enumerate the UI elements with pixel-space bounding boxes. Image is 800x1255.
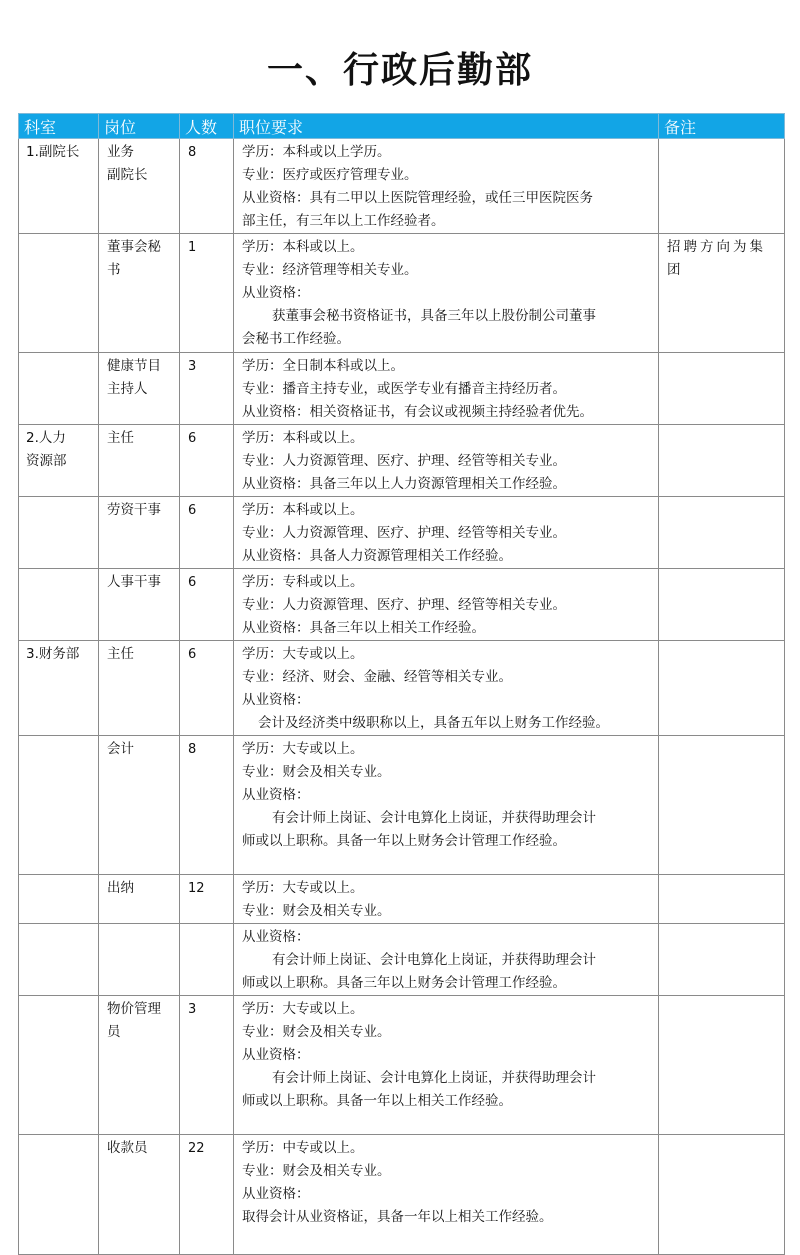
requirements-cell — [234, 641, 659, 736]
count-cell: 3 — [180, 353, 234, 425]
requirement-line: 专业：医疗或医疗管理专业。 — [242, 167, 418, 183]
requirement-line: 专业：人力资源管理、医疗、护理、经管等相关专业。 — [242, 597, 566, 613]
requirement-line: 学历：中专或以上。 — [242, 1140, 364, 1156]
position-cell: 健康节目 主持人 — [99, 353, 180, 425]
requirement-line: 会计及经济类中级职称以上，具备五年以上财务工作经验。 — [258, 715, 609, 731]
requirements-cell — [234, 1135, 659, 1255]
count-cell: 6 — [180, 641, 234, 736]
requirement-line: 有会计师上岗证、会计电算化上岗证，并获得助理会计 — [272, 810, 596, 826]
table-row — [19, 569, 785, 641]
requirement-line: 师或以上职称。具备一年以上财务会计管理工作经验。 — [242, 833, 566, 849]
requirement-line: 学历：本科或以上。 — [242, 239, 364, 255]
requirement-line: 专业：财会及相关专业。 — [242, 1024, 391, 1040]
requirement-line: 从业资格： — [242, 692, 310, 708]
position-cell: 会计 — [99, 736, 180, 875]
requirement-line: 学历：本科或以上。 — [242, 502, 364, 518]
requirement-line: 专业：经济管理等相关专业。 — [242, 262, 418, 278]
requirement-line: 从业资格： — [242, 1047, 310, 1063]
requirement-line: 师或以上职称。具备一年以上相关工作经验。 — [242, 1093, 512, 1109]
count-cell: 12 — [180, 875, 234, 924]
requirements-cell — [234, 569, 659, 641]
requirement-line: 专业：经济、财会、金融、经管等相关专业。 — [242, 669, 512, 685]
count-cell: 6 — [180, 425, 234, 497]
department-cell — [19, 497, 99, 569]
position-cell — [99, 924, 180, 996]
note-cell — [659, 569, 785, 641]
table-row — [19, 234, 785, 353]
requirements-cell — [234, 875, 659, 924]
table-row — [19, 353, 785, 425]
requirement-line: 从业资格：具有二甲以上医院管理经验，或任三甲医院医务 — [242, 190, 593, 206]
note-cell — [659, 736, 785, 875]
position-cell: 董事会秘 书 — [99, 234, 180, 353]
table-header-row — [19, 114, 785, 139]
department-cell — [19, 234, 99, 353]
note-cell — [659, 497, 785, 569]
table-row — [19, 924, 785, 996]
position-cell: 主任 — [99, 425, 180, 497]
header-notes: 备注 — [659, 114, 785, 139]
requirement-line: 有会计师上岗证、会计电算化上岗证，并获得助理会计 — [272, 1070, 596, 1086]
requirements-cell — [234, 139, 659, 234]
requirement-line: 有会计师上岗证、会计电算化上岗证，并获得助理会计 — [272, 952, 596, 968]
requirement-line: 专业：人力资源管理、医疗、护理、经管等相关专业。 — [242, 525, 566, 541]
department-cell — [19, 924, 99, 996]
table-row — [19, 736, 785, 875]
requirement-line: 从业资格：具备三年以上人力资源管理相关工作经验。 — [242, 476, 566, 492]
table-row — [19, 996, 785, 1135]
note-cell — [659, 875, 785, 924]
position-cell: 收款员 — [99, 1135, 180, 1255]
position-cell: 劳资干事 — [99, 497, 180, 569]
requirement-line: 学历：大专或以上。 — [242, 646, 364, 662]
table-row — [19, 1135, 785, 1255]
note-cell — [659, 139, 785, 234]
requirement-line: 从业资格： — [242, 1186, 310, 1202]
department-cell: 1.副院长 — [19, 139, 99, 234]
note-cell — [659, 425, 785, 497]
count-cell — [180, 924, 234, 996]
note-cell — [659, 996, 785, 1135]
table-row — [19, 425, 785, 497]
position-cell: 主任 — [99, 641, 180, 736]
table-row — [19, 497, 785, 569]
count-cell: 6 — [180, 497, 234, 569]
requirement-line: 从业资格：相关资格证书，有会议或视频主持经验者优先。 — [242, 404, 593, 420]
department-cell: 3.财务部 — [19, 641, 99, 736]
note-cell — [659, 1135, 785, 1255]
requirement-line: 专业：财会及相关专业。 — [242, 903, 391, 919]
count-cell: 3 — [180, 996, 234, 1135]
requirements-cell — [234, 425, 659, 497]
department-cell — [19, 569, 99, 641]
note-cell — [659, 353, 785, 425]
table-row — [19, 139, 785, 234]
count-cell: 1 — [180, 234, 234, 353]
count-cell: 6 — [180, 569, 234, 641]
table-body — [19, 139, 785, 1255]
requirement-line: 从业资格：具备人力资源管理相关工作经验。 — [242, 548, 512, 564]
department-cell — [19, 996, 99, 1135]
header-requirements: 职位要求 — [234, 114, 659, 139]
requirement-line: 学历：本科或以上学历。 — [242, 144, 391, 160]
requirement-line: 学历：大专或以上。 — [242, 741, 364, 757]
position-cell: 人事干事 — [99, 569, 180, 641]
requirement-line: 专业：播音主持专业，或医学专业有播音主持经历者。 — [242, 381, 566, 397]
requirements-cell — [234, 736, 659, 875]
note-cell — [659, 924, 785, 996]
requirement-line: 学历：专科或以上。 — [242, 574, 364, 590]
requirement-line: 从业资格： — [242, 285, 310, 301]
table-row — [19, 875, 785, 924]
requirement-line: 专业：财会及相关专业。 — [242, 764, 391, 780]
position-cell: 业务 副院长 — [99, 139, 180, 234]
note-cell — [659, 641, 785, 736]
position-cell: 出纳 — [99, 875, 180, 924]
department-cell — [19, 353, 99, 425]
requirements-cell — [234, 353, 659, 425]
requirements-cell — [234, 996, 659, 1135]
table-row — [19, 641, 785, 736]
count-cell: 8 — [180, 736, 234, 875]
note-cell: 招聘方向为集 团 — [659, 234, 785, 353]
requirement-line: 师或以上职称。具备三年以上财务会计管理工作经验。 — [242, 975, 566, 991]
requirements-cell — [234, 924, 659, 996]
header-department: 科室 — [19, 114, 99, 139]
recruitment-table — [18, 113, 785, 1255]
requirement-line: 取得会计从业资格证，具备一年以上相关工作经验。 — [242, 1209, 553, 1225]
requirement-line: 部主任，有三年以上工作经验者。 — [242, 213, 445, 229]
department-cell: 2.人力 资源部 — [19, 425, 99, 497]
requirement-line: 获董事会秘书资格证书，具备三年以上股份制公司董事 — [272, 308, 596, 324]
department-cell — [19, 1135, 99, 1255]
requirement-line: 学历：大专或以上。 — [242, 880, 364, 896]
department-cell — [19, 736, 99, 875]
requirement-line: 会秘书工作经验。 — [242, 331, 350, 347]
department-cell — [19, 875, 99, 924]
page-title: 一、行政后勤部 — [266, 50, 533, 91]
requirement-line: 学历：本科或以上。 — [242, 430, 364, 446]
requirement-line: 从业资格： — [242, 929, 310, 945]
requirements-cell — [234, 497, 659, 569]
position-cell: 物价管理 员 — [99, 996, 180, 1135]
count-cell: 22 — [180, 1135, 234, 1255]
header-count: 人数 — [180, 114, 234, 139]
requirement-line: 从业资格： — [242, 787, 310, 803]
requirement-line: 学历：大专或以上。 — [242, 1001, 364, 1017]
count-cell: 8 — [180, 139, 234, 234]
requirement-line: 专业：财会及相关专业。 — [242, 1163, 391, 1179]
requirements-cell — [234, 234, 659, 353]
header-position: 岗位 — [99, 114, 180, 139]
requirement-line: 学历：全日制本科或以上。 — [242, 358, 404, 374]
requirement-line: 专业：人力资源管理、医疗、护理、经管等相关专业。 — [242, 453, 566, 469]
requirement-line: 从业资格：具备三年以上相关工作经验。 — [242, 620, 485, 636]
